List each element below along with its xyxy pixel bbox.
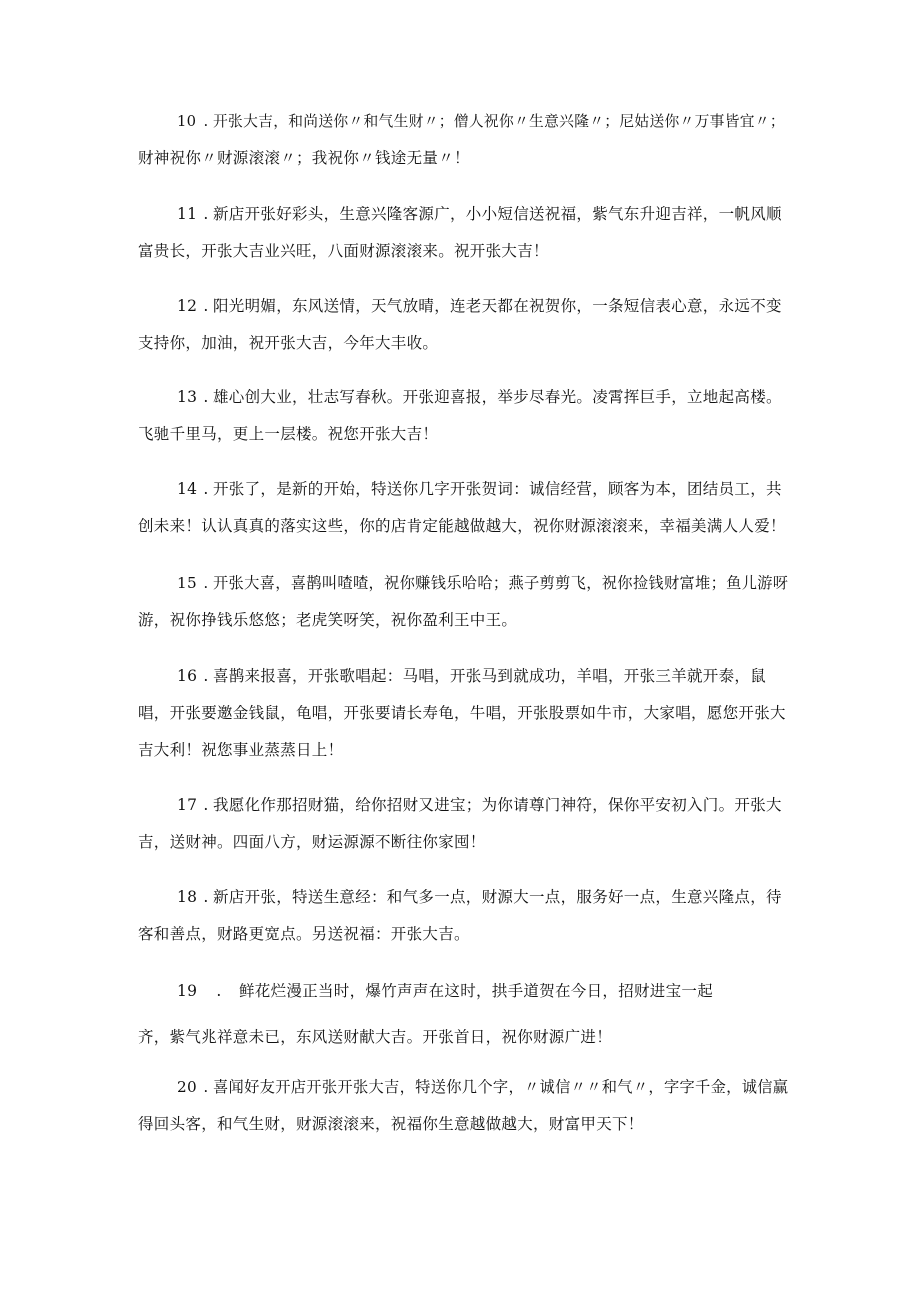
paragraph-15 <box>138 565 788 639</box>
paragraph-17 <box>138 787 788 861</box>
paragraph-text: 新店开张，特送生意经：和气多一点，财源大一点，服务好一点，生意兴隆点，待 <box>213 888 782 906</box>
paragraph-number: 17 <box>177 796 198 814</box>
paragraph-number: 16 <box>177 667 198 685</box>
paragraph-16 <box>138 658 788 769</box>
paragraph-line <box>138 379 788 416</box>
paragraph-text: 鲜花烂漫正当时，爆竹声声在这时，拱手道贺在今日，招财进宝一起 <box>239 982 714 1000</box>
number-dot: . <box>203 574 209 592</box>
paragraph-line <box>138 565 788 602</box>
paragraph-text: 我愿化作那招财猫，给你招财又进宝；为你请尊门神符，保你平安初入门。开张大 <box>213 796 782 814</box>
paragraph-13 <box>138 379 788 453</box>
paragraph-text: 开张大吉，和尚送你〃和气生财〃；僧人祝你〃生意兴隆〃；尼姑送你〃万事皆宜〃； <box>213 113 785 130</box>
number-dot: . <box>203 205 209 223</box>
number-dot: . <box>203 297 209 315</box>
number-dot: . <box>203 388 209 406</box>
number-dot: . <box>203 113 209 130</box>
paragraph-line: 财神祝你〃财源滚滚〃；我祝你〃钱途无量〃！ <box>138 149 470 167</box>
paragraph-number: 18 <box>177 888 198 906</box>
number-dot: . <box>203 480 209 498</box>
paragraph-text: 喜闻好友开店开张开张大吉，特送你几个字，〃诚信〃〃和气〃，字字千金，诚信赢 <box>213 1078 789 1096</box>
paragraph-line <box>138 787 788 824</box>
paragraph-number: 13 <box>177 388 198 406</box>
paragraph-text: 开张了，是新的开始，特送你几字开张贺词：诚信经营，顾客为本，团结员工，共 <box>213 480 782 498</box>
paragraph-line: 唱，开张要邀金钱鼠，龟唱，开张要请长寿龟，牛唱，开张股票如牛市，大家唱，愿您开张大 <box>138 704 786 722</box>
paragraph-14 <box>138 471 788 545</box>
paragraph-number: 15 <box>177 574 198 592</box>
paragraph-text: 新店开张好彩头，生意兴隆客源广，小小短信送祝福，紫气东升迎吉祥，一帆风顺 <box>213 205 782 223</box>
paragraph-10 <box>138 103 788 177</box>
paragraph-line: 齐，紫气兆祥意未已，东风送财献大吉。开张首日，祝你财源广进！ <box>138 1028 613 1046</box>
paragraph-number: 20 <box>177 1078 198 1096</box>
paragraph-19 <box>138 973 788 1056</box>
paragraph-line <box>138 1069 788 1106</box>
paragraph-number: 14 <box>177 480 198 498</box>
paragraph-text: 阳光明媚，东风送情，天气放晴，连老天都在祝贺你，一条短信表心意，永远不变 <box>213 297 782 315</box>
paragraph-line: 吉大利！祝您事业蒸蒸日上！ <box>138 741 344 759</box>
paragraph-line: 飞驰千里马，更上一层楼。祝您开张大吉！ <box>138 425 439 443</box>
paragraph-number: 12 <box>177 297 198 315</box>
paragraph-line <box>138 471 788 508</box>
paragraph-11 <box>138 196 788 270</box>
paragraph-number: 10 <box>177 113 197 130</box>
paragraph-line: 客和善点，财路更宽点。另送祝福：开张大吉。 <box>138 925 470 943</box>
paragraph-number: 11 <box>177 205 198 223</box>
paragraph-line: 创未来！认认真真的落实这些，你的店肯定能越做越大，祝你财源滚滚来，幸福美满人人爱！ <box>138 517 786 535</box>
paragraph-text: 开张大喜，喜鹊叫喳喳，祝你赚钱乐哈哈；燕子剪剪飞，祝你捡钱财富堆；鱼儿游呀 <box>213 574 789 592</box>
paragraph-12 <box>138 288 788 362</box>
number-dot: . <box>203 796 209 814</box>
paragraph-line: 游，祝你挣钱乐悠悠；老虎笑呀笑，祝你盈利王中王。 <box>138 611 518 629</box>
paragraph-line: 富贵长，开张大吉业兴旺，八面财源滚滚来。祝开张大吉！ <box>138 242 549 260</box>
paragraph-line <box>138 103 788 140</box>
number-dot: . <box>203 1078 209 1096</box>
paragraph-line <box>138 658 788 695</box>
paragraph-18 <box>138 879 788 953</box>
paragraph-line: 吉，送财神。四面八方，财运源源不断往你家囤！ <box>138 833 486 851</box>
number-dot: . <box>203 888 209 906</box>
paragraph-text: 喜鹊来报喜，开张歌唱起：马唱，开张马到就成功，羊唱，开张三羊就开泰，鼠 <box>213 667 767 685</box>
paragraph-number: 19 <box>177 982 198 1000</box>
paragraph-line: 支持你，加油，祝开张大吉，今年大丰收。 <box>138 334 439 352</box>
number-dot: . <box>216 982 222 1000</box>
paragraph-text: 雄心创大业，壮志写春秋。开张迎喜报，举步尽春光。凌霄挥巨手，立地起高楼。 <box>213 388 782 406</box>
paragraph-line: 得回头客，和气生财，财源滚滚来，祝福你生意越做越大，财富甲天下！ <box>138 1115 644 1133</box>
paragraph-line <box>138 973 788 1010</box>
paragraph-line <box>138 288 788 325</box>
paragraph-line <box>138 196 788 233</box>
number-dot: . <box>203 667 209 685</box>
paragraph-line <box>138 879 788 916</box>
paragraph-20 <box>138 1069 788 1143</box>
